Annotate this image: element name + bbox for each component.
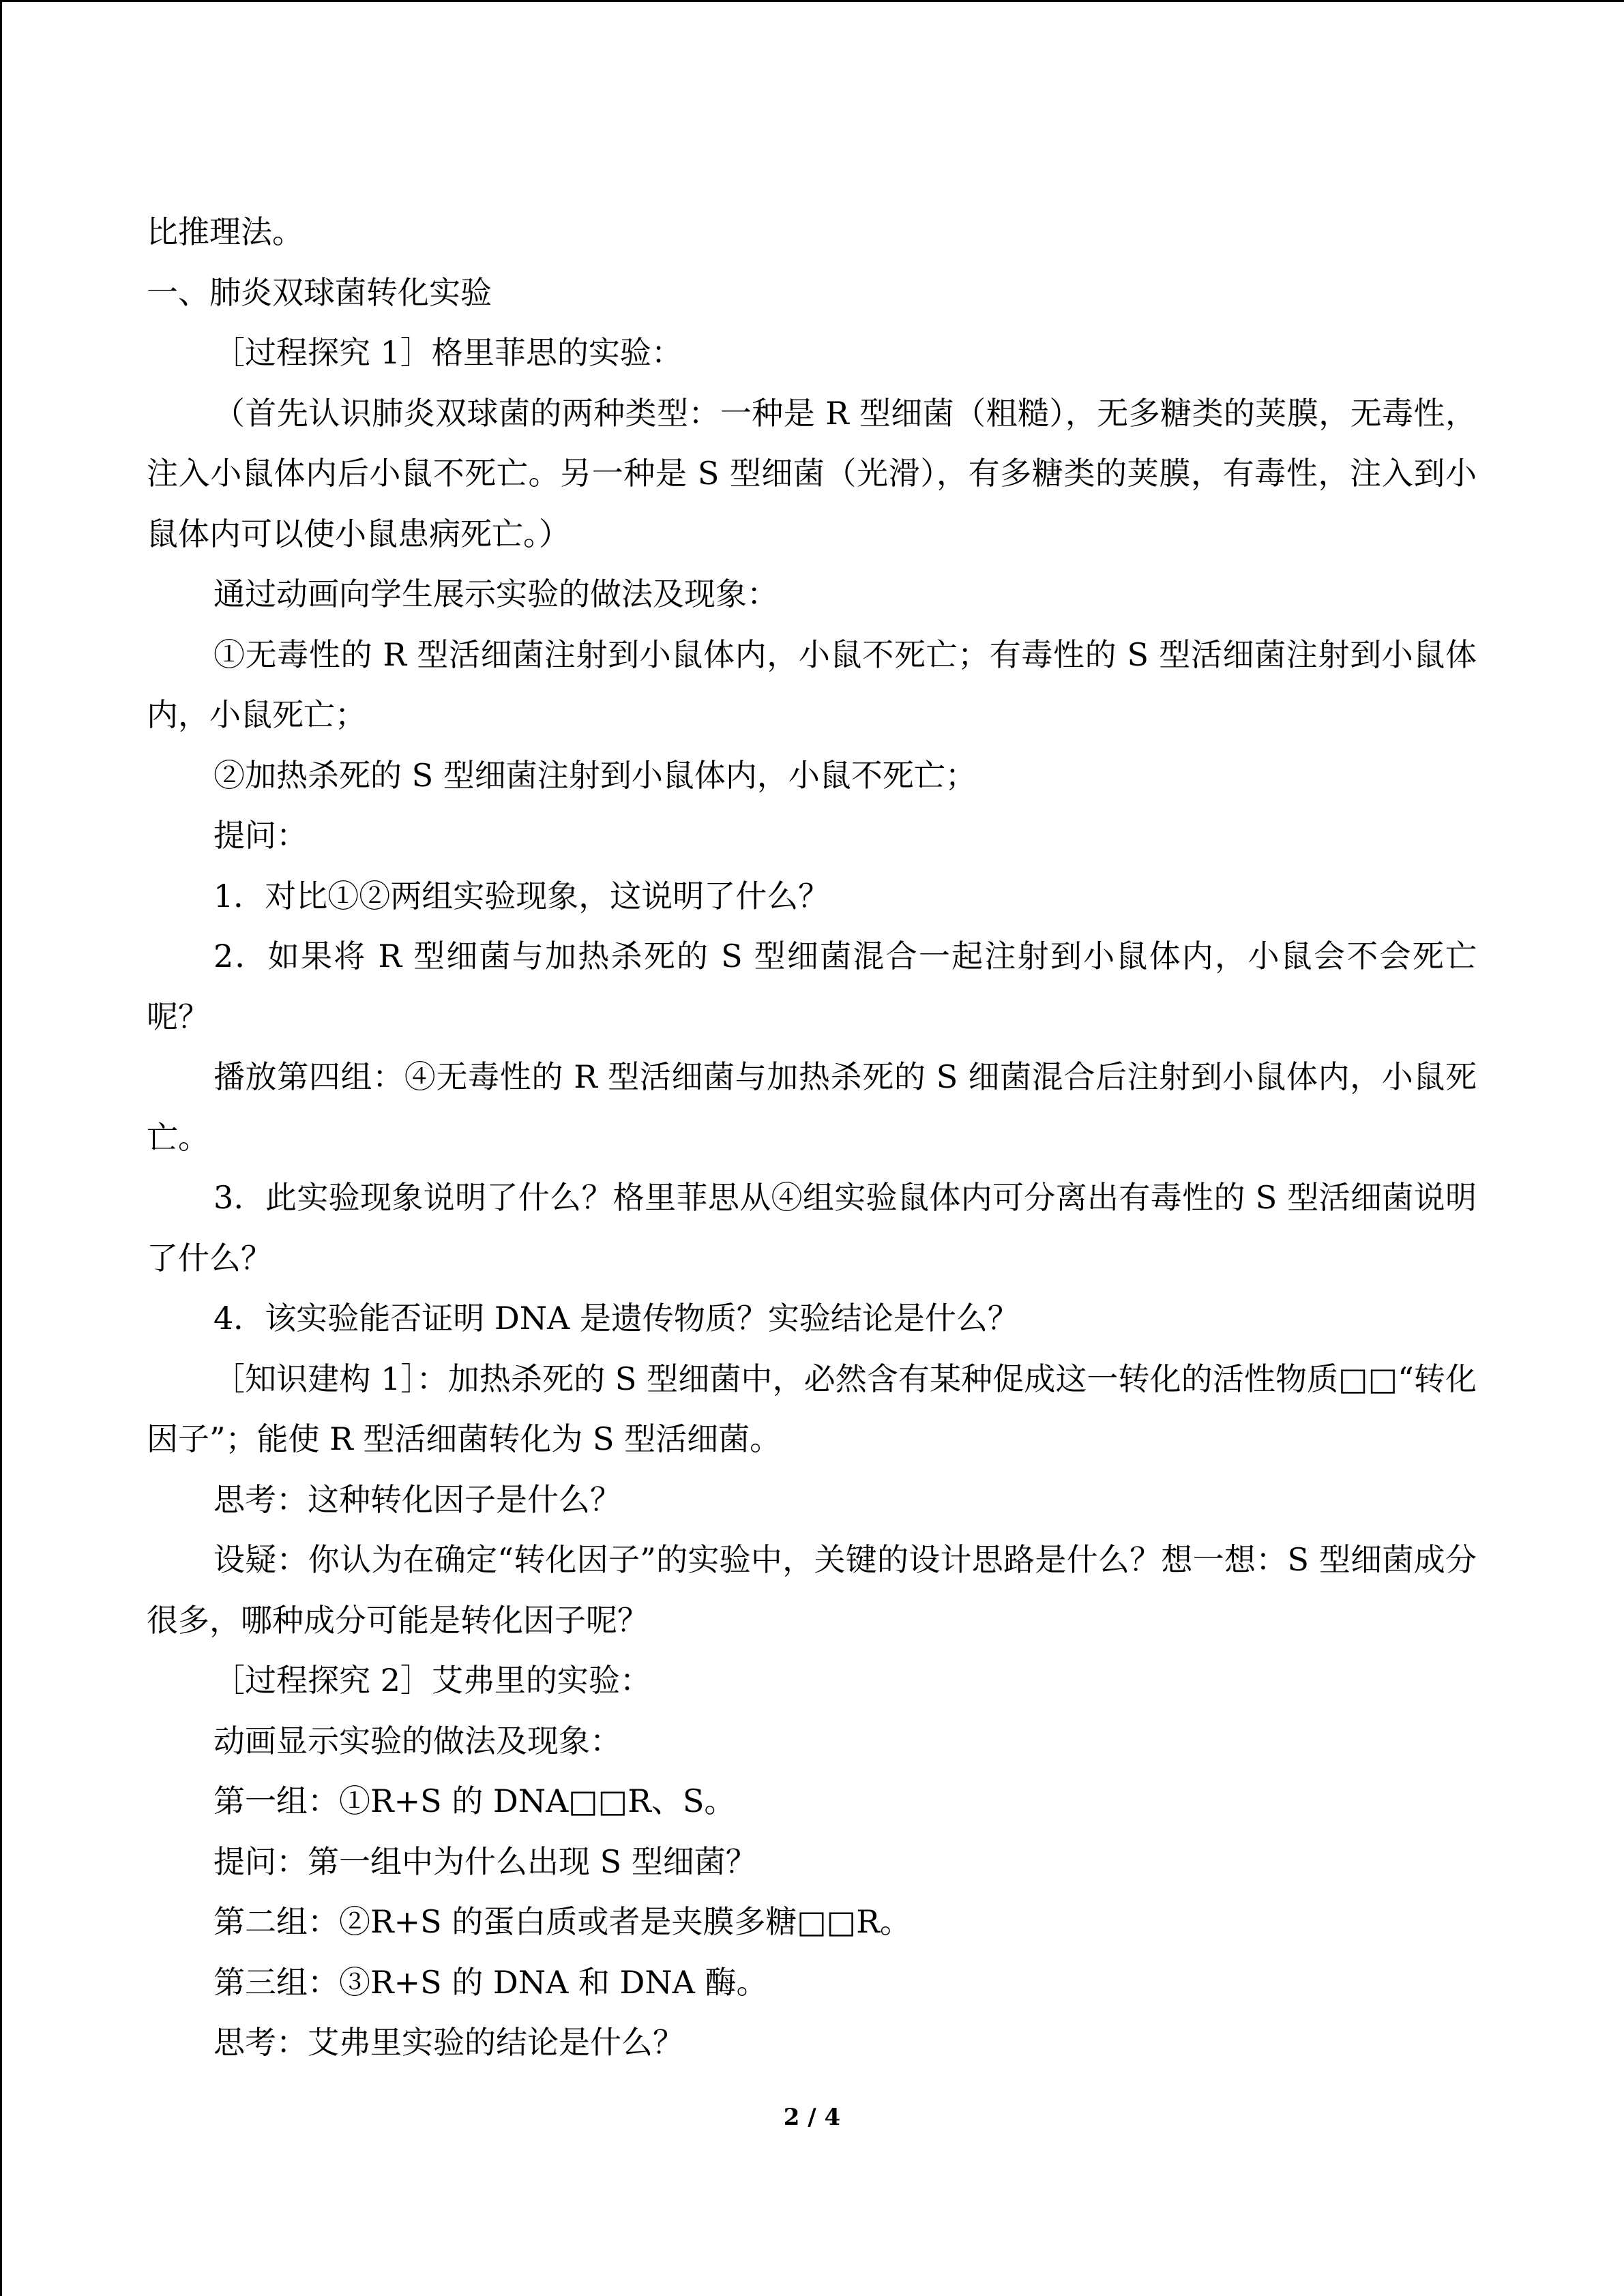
question-3: 3．此实验现象说明了什么？格里菲思从④组实验鼠体内可分离出有毒性的 S 型活细菌说明了什么？ (147, 1179, 1477, 1277)
paragraph-22: 第三组：③R+S 的 DNA 和 DNA 酶。 (213, 1963, 768, 2001)
paragraph-5: 通过动画向学生展示实验的做法及现象： (213, 576, 778, 612)
paragraph-3: ［过程探究 1］格里菲思的实验： (213, 334, 683, 371)
paragraph-8: 提问： (213, 817, 308, 854)
document-body (147, 202, 1477, 2073)
paragraph-20: 提问：第一组中为什么出现 S 型细菌？ (213, 1843, 757, 1880)
paragraph-15: 思考：这种转化因子是什么？ (213, 1480, 621, 1518)
paragraph-14: ［知识建构 1］：加热杀死的 S 型细菌中，必然含有某种促成这一转化的活性物质□□“转化因子”；能使 R 型活细菌转化为 S 型活细菌。 (147, 1360, 1477, 1457)
paragraph-19: 第一组：①R+S 的 DNA□□R、S。 (213, 1783, 736, 1819)
paragraph-6: ①无毒性的 R 型活细菌注射到小鼠体内，小鼠不死亡；有毒性的 S 型活细菌注射到小鼠体内，小鼠死亡； (147, 636, 1477, 733)
paragraph-16: 设疑：你认为在确定“转化因子”的实验中，关键的设计思路是什么？想一想：S 型细菌成分很多，哪种成分可能是转化因子呢？ (147, 1541, 1477, 1639)
question-2: 2．如果将 R 型细菌与加热杀死的 S 型细菌混合一起注射到小鼠体内，小鼠会不会死亡呢？ (147, 938, 1477, 1035)
paragraph-1: 比推理法。 (147, 213, 304, 250)
paragraph-18: 动画显示实验的做法及现象： (213, 1722, 621, 1759)
paragraph-17: ［过程探究 2］艾弗里的实验： (213, 1662, 651, 1699)
question-4: 4．该实验能否证明 DNA 是遗传物质？实验结论是什么？ (213, 1300, 1019, 1337)
paragraph-11: 播放第四组：④无毒性的 R 型活细菌与加热杀死的 S 细菌混合后注射到小鼠体内，小鼠死亡。 (147, 1058, 1477, 1156)
paragraph-7: ②加热杀死的 S 型细菌注射到小鼠体内，小鼠不死亡； (213, 756, 977, 794)
paragraph-4: （首先认识肺炎双球菌的两种类型：一种是 R 型细菌（粗糙），无多糖类的荚膜，无毒性，注入小鼠体内后小鼠不死亡。另一种是 S 型细菌（光滑），有多糖类的荚膜，有毒性，注入到小鼠体内可以使小鼠患病死亡。） (147, 394, 1477, 552)
paragraph-21: 第二组：②R+S 的蛋白质或者是夹膜多糖□□R。 (213, 1903, 911, 1940)
page-number: 2 / 4 (783, 2104, 841, 2131)
question-1: 1．对比①②两组实验现象，这说明了什么？ (213, 877, 830, 914)
paragraph-23: 思考：艾弗里实验的结论是什么？ (213, 2024, 684, 2061)
section-heading: 一、肺炎双球菌转化实验 (147, 273, 492, 311)
